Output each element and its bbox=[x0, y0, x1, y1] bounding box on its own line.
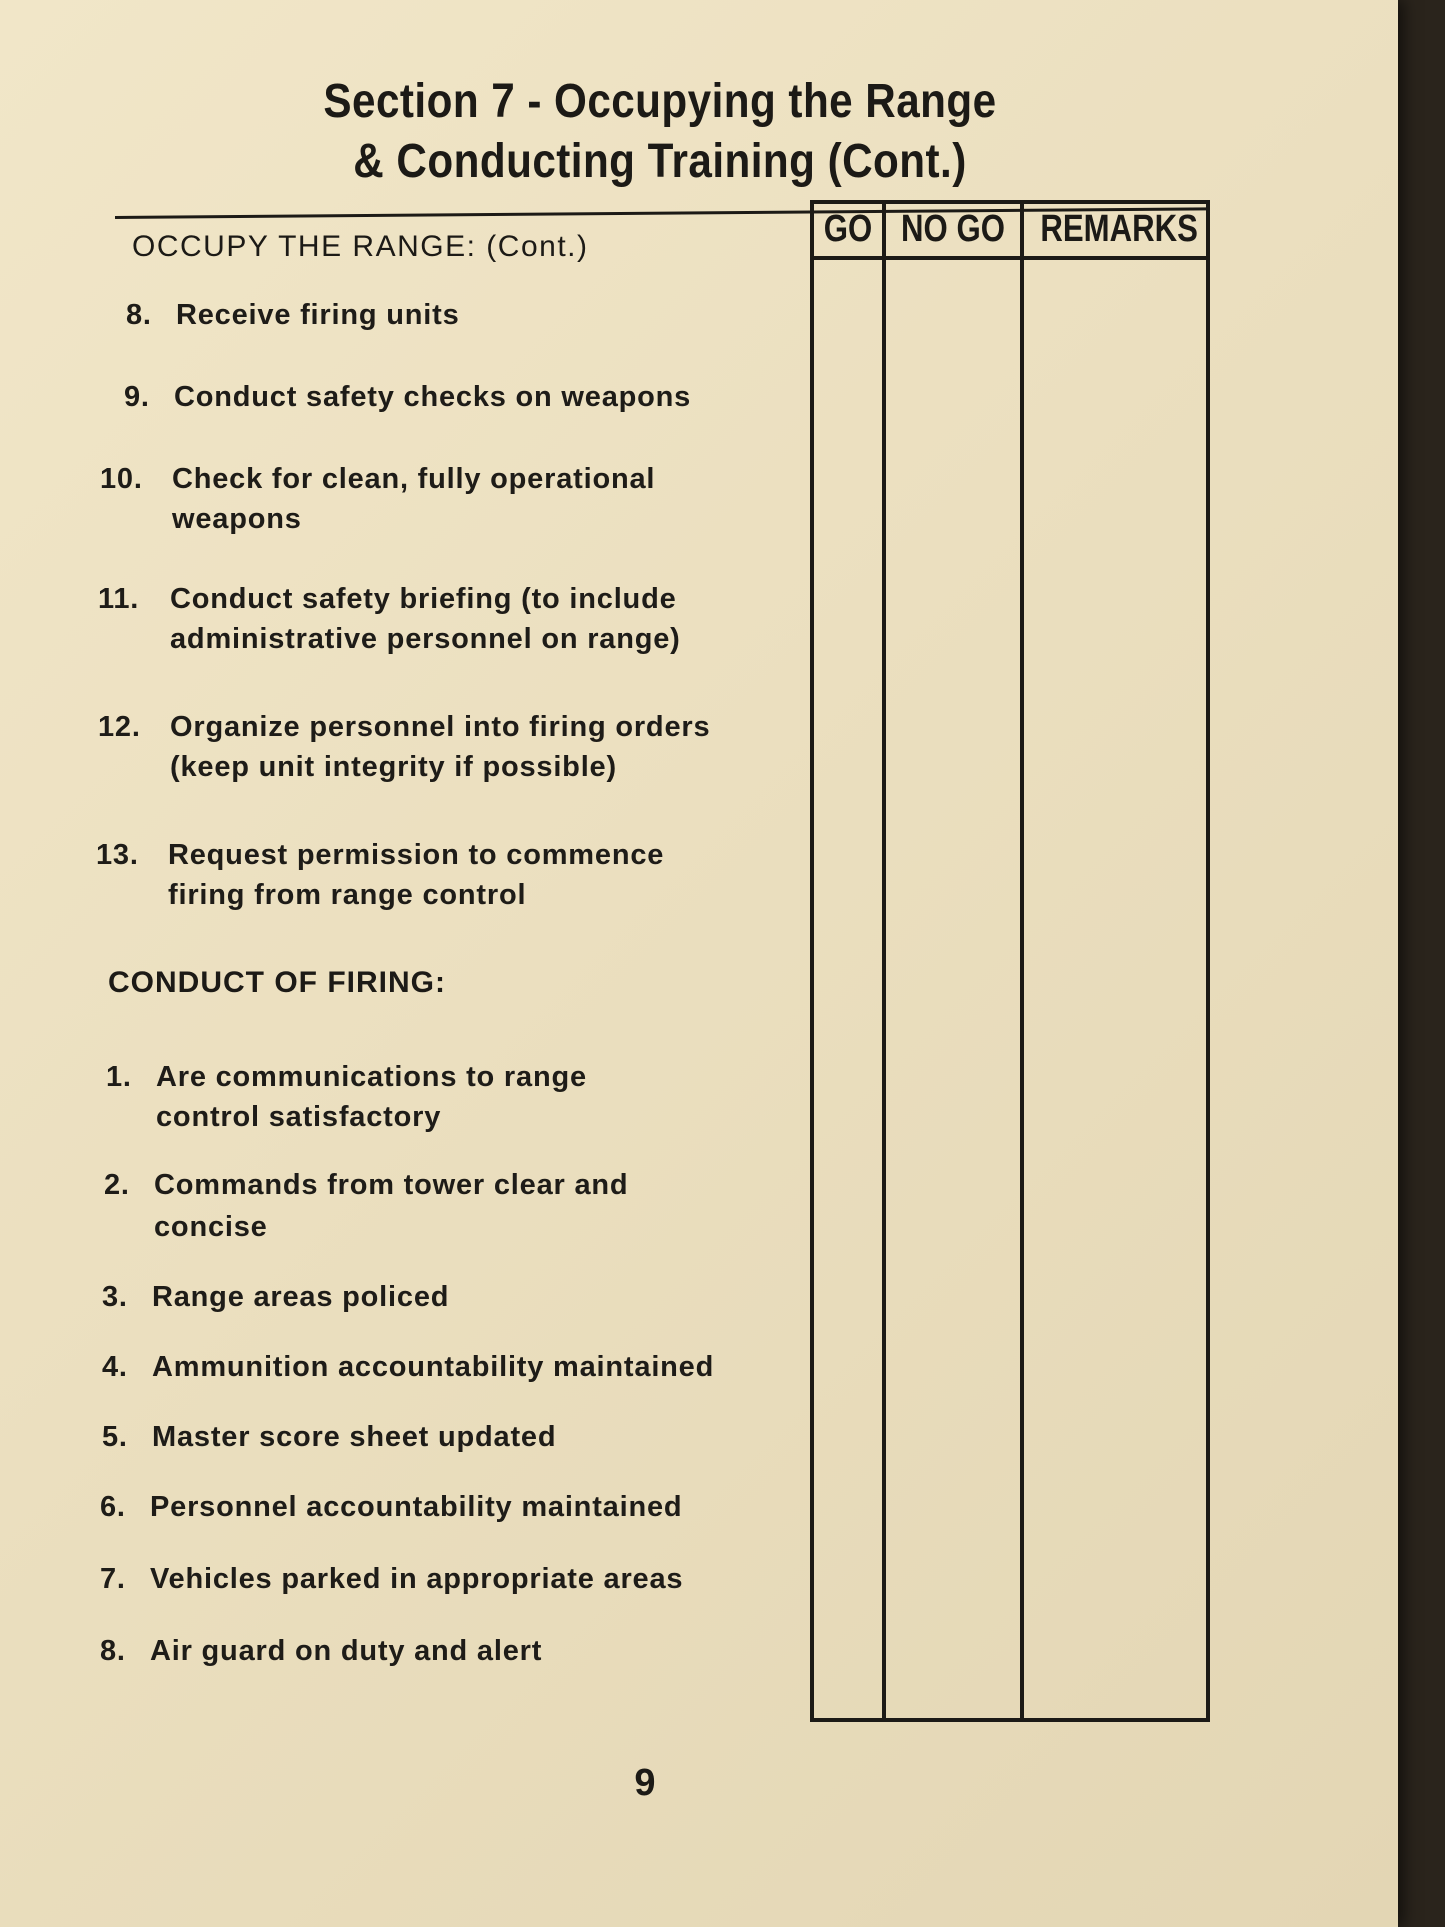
checklist-grid bbox=[810, 200, 1210, 1720]
item-text: Personnel accountability maintained bbox=[150, 1491, 683, 1523]
item-number: 10. bbox=[100, 463, 143, 495]
item-number: 8. bbox=[126, 299, 152, 331]
item-number: 4. bbox=[102, 1351, 128, 1383]
column-header-go: GO bbox=[823, 208, 873, 250]
item-text: Ammunition accountability maintained bbox=[152, 1351, 715, 1383]
grid-line-bottom bbox=[810, 1718, 1210, 1722]
item-text: Organize personnel into firing orders bbox=[170, 711, 711, 743]
grid-line-left bbox=[810, 200, 814, 1722]
item-text: Air guard on duty and alert bbox=[150, 1635, 543, 1667]
item-number: 3. bbox=[102, 1281, 128, 1313]
item-number: 7. bbox=[100, 1563, 126, 1595]
item-text: Receive firing units bbox=[176, 299, 460, 331]
column-header-no-go: NO GO bbox=[901, 208, 1005, 250]
item-number: 5. bbox=[102, 1421, 128, 1453]
item-text-continued: control satisfactory bbox=[156, 1101, 442, 1133]
item-text: Commands from tower clear and bbox=[154, 1169, 629, 1201]
grid-line-right bbox=[1206, 200, 1210, 1722]
item-text: Range areas policed bbox=[152, 1281, 450, 1313]
grid-line-nogo bbox=[1020, 200, 1024, 1722]
item-number: 8. bbox=[100, 1635, 126, 1667]
item-text: Are communications to range bbox=[156, 1061, 587, 1093]
item-text: Vehicles parked in appropriate areas bbox=[150, 1563, 684, 1595]
item-text-continued: concise bbox=[154, 1211, 268, 1243]
item-text: Conduct safety briefing (to include bbox=[170, 583, 677, 615]
title-line-1: Section 7 - Occupying the Range bbox=[323, 75, 997, 128]
item-text-continued: (keep unit integrity if possible) bbox=[170, 751, 617, 783]
item-number: 6. bbox=[100, 1491, 126, 1523]
item-number: 1. bbox=[106, 1061, 132, 1093]
page-title bbox=[238, 72, 1083, 192]
item-number: 12. bbox=[98, 711, 141, 743]
item-text-continued: firing from range control bbox=[168, 879, 527, 911]
item-text: Master score sheet updated bbox=[152, 1421, 557, 1453]
grid-line-go bbox=[882, 200, 886, 1722]
title-line-2: & Conducting Training (Cont.) bbox=[353, 135, 967, 188]
item-text-continued: administrative personnel on range) bbox=[170, 623, 681, 655]
column-header-remarks: REMARKS bbox=[1040, 208, 1198, 250]
item-text: Check for clean, fully operational bbox=[172, 463, 656, 495]
item-text: Conduct safety checks on weapons bbox=[174, 381, 692, 413]
grid-line-header bbox=[810, 256, 1210, 260]
item-number: 11. bbox=[98, 583, 140, 615]
item-text-continued: weapons bbox=[172, 503, 302, 535]
item-number: 2. bbox=[104, 1169, 130, 1201]
item-number: 9. bbox=[124, 381, 150, 413]
item-text: Request permission to commence bbox=[168, 839, 665, 871]
page-number: 9 bbox=[634, 1762, 656, 1804]
section-heading-occupy: OCCUPY THE RANGE: (Cont.) bbox=[132, 230, 589, 263]
grid-line-top bbox=[810, 200, 1210, 204]
item-number: 13. bbox=[96, 839, 139, 871]
section-heading-conduct: CONDUCT OF FIRING: bbox=[108, 966, 446, 999]
